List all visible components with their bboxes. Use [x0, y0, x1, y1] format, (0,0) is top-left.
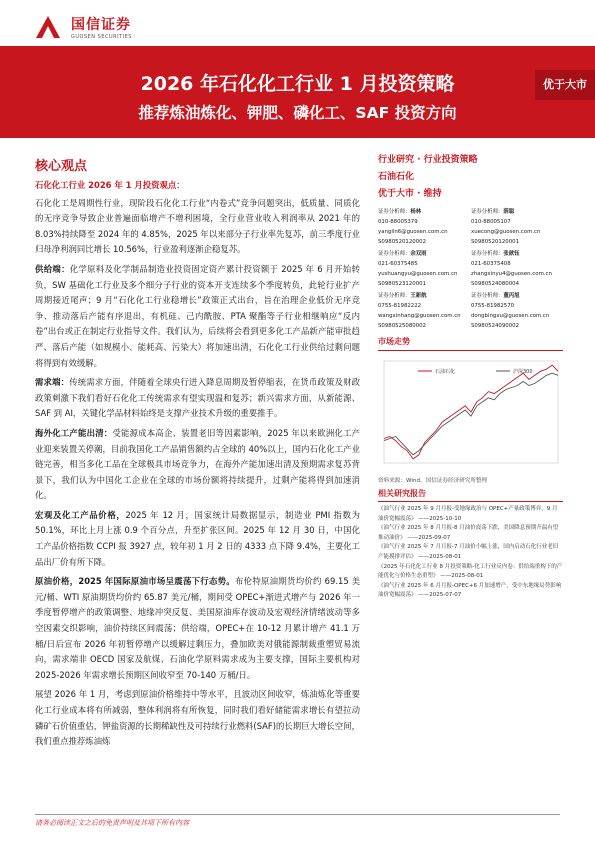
analyst-email[interactable]: xuecong@guosen.com.cn: [471, 229, 541, 235]
report-type: 行业研究 · 行业投资策略: [378, 155, 478, 165]
related-reports-title: 相关研究报告: [378, 489, 426, 498]
analyst-name: 薛聪: [503, 209, 515, 215]
analyst-email[interactable]: wangxinhang@guosen.com.cn: [378, 313, 461, 319]
paragraph-supply: [35, 262, 360, 371]
oil-text: 布伦特原油期货均价约 69.15 美元/桶、WTI 原油期货均价约 65.87 美元/桶，期间受 OPEC+渐进式增产与 2026 年一季度暂停增产的政策调整、地缘冲突反复、美国原油库存波动及宏观经济情绪波动等多空因素交织影响，油价持续区间震荡；供给端，OPEC+在 10-12 月累计增产 41.1 万桶/日后宣布 2026 年初暂停增产以缓解过剩压力，叠加欧美对俄能源制裁重塑贸易流向，需求端非 OECD 国家及航煤、石油化学原料需求成为主要支撑，国际主要机构对 2025-2026 年需求增长预期区间收窄至 70-140 万桶/日。: [35, 576, 360, 680]
analyst-license: S0980525080002: [378, 323, 427, 329]
analyst-email[interactable]: yanglin6@guosen.com.cn: [378, 229, 448, 235]
legend-label: 石油石化: [435, 369, 456, 375]
analyst-role: 证券分析师：: [378, 293, 411, 299]
analyst-name: 董丙旭: [503, 293, 520, 299]
guosen-logo-icon: [33, 12, 63, 42]
industry-name: 石油石化: [378, 172, 415, 182]
analyst-phone: 010-88005379: [378, 219, 418, 225]
investment-view-heading: 石化化工行业 2026 年 1 月投资观点：: [35, 180, 185, 190]
related-report-link[interactable]: 《2025 年石化化工行业 8 月投资策略-化工行业反内卷：供给端重构下的产能优化与价格生态重塑》 ——2025-08-01: [378, 563, 563, 580]
analyst-role: 证券分析师：: [471, 293, 504, 299]
supply-lead: 供给端：: [35, 263, 70, 274]
analyst-role: 证券分析师：: [471, 209, 504, 215]
paragraph-oil: [35, 574, 360, 683]
related-report-link[interactable]: 《油气行业 2025 年 9 月月报-受地缘政治与 OPEC+产量政策博弈，9 月油价宽幅震荡》 ——2025-10-10: [378, 506, 558, 522]
analyst-license: S0980520120001: [471, 239, 520, 245]
analyst-name: 张歆钰: [503, 251, 520, 257]
legend-label: 沪深300: [513, 369, 533, 375]
analyst-name: 余双雨: [410, 251, 427, 257]
analyst-name: 王新航: [410, 293, 427, 299]
analyst-role: 证券分析师：: [378, 209, 411, 215]
analyst-license: S0980523120001: [378, 281, 427, 287]
paragraph-demand: [35, 375, 360, 422]
analyst-card: [471, 207, 561, 247]
paragraph-cycle: 石化化工是周期性行业，现阶段石化化工行业“内卷式”竞争问题突出，低质量、同质化的无序竞争导致企业普遍面临增产不增利困境，全行业营业收入利润率从 2021 年的 8.03%持续降至 2024 年的 4.85%，2025 年以来部分子行业率先复苏，前三季度行业归母净利润同比增长 10.56%，行业盈利逐渐企稳复苏。: [35, 197, 360, 255]
company-logo: [33, 10, 183, 50]
analyst-license: S0980524090002: [471, 323, 520, 329]
analyst-license: S0980520120002: [378, 239, 427, 245]
series-line-2: [384, 373, 558, 455]
analyst-card: [378, 291, 468, 331]
paragraph-macro: [35, 508, 360, 570]
report-title: 2026 年石化化工行业 1 月投资策略: [140, 73, 455, 95]
rating-tag: 优于大市: [535, 70, 595, 100]
macro-text: 2025 年 12 月，国家统计局数据显示，制造业 PMI 指数为 50.1%，环比上月上涨 0.9 个百分点，升至扩张区间。2025 年 12 月 30 日，中国化工产品价格指数 CCPI 报 3927 点，较年初 1 月 2 日的 4333 点下降 9.4%，主要化工品出厂价有所下降。: [35, 509, 361, 567]
demand-text: 传统需求方面，伴随着全球央行进入降息周期及暂停缩表，在货币政策及财政政策刺激下我们看好石化化工传统需求有望实现温和复苏；新兴需求方面，从新能源、SAF 到 AI，关键化学品材料始终是支撑产业技术升级的重要推手。: [35, 377, 361, 419]
related-reports-list: [378, 505, 563, 601]
report-subtitle: 推荐炼油炼化、钾肥、磷化工、SAF 投资方向: [138, 104, 457, 122]
footer-divider: [35, 814, 560, 815]
overseas-text: 受能源成本高企、装置老旧等因素影响，2025 年以来欧洲化工产业迎来装置关停潮，目前我国化工产品销售额约占全球的 40%以上，国内石化化工产业链完善，相当多化工品在全球极具市场竞争力，在海外产能加速出清及预期需求复苏背景下，我们认为中国化工企业在全球的市场份额将持续提升，过剩产能将得到加速消化。: [35, 427, 360, 501]
market-trend-chart: [378, 353, 563, 468]
paragraph-overseas: [35, 426, 360, 504]
related-divider: [378, 501, 563, 502]
related-report-link[interactable]: 《油气行业 2025 年 6 月月报-OPEC+6 月加速增产，受中东地缘局势影响油价宽幅震荡》 ——2025-07-07: [378, 582, 562, 599]
related-report-link[interactable]: 《油气行业 2025 年 7 月月报-7 月油价小幅上涨，国内启动石化行业老旧产能摸排评估》 ——2025-08-01: [378, 544, 559, 560]
market-trend-title: 市场走势: [378, 337, 410, 346]
sidebar: [378, 152, 563, 203]
analyst-card: [471, 291, 561, 331]
paragraph-outlook: 展望 2026 年 1 月，考虑到原油价格维持中等水平，且波动区间收窄，炼油炼化等重要化工行业成本将有所减弱，整体利润将有所恢复，同时我们看好储能需求增长有望拉动磷矿石价值重估，钾盐资源的长期稀缺性及可持续行业燃料(SAF)的长期巨大增长空间，我们重点推荐炼油炼: [35, 689, 360, 747]
analyst-role: 证券分析师：: [378, 251, 411, 257]
industry-rating: 优于大市 · 维持: [378, 189, 442, 199]
analyst-role: 证券分析师：: [471, 251, 504, 257]
analyst-phone: 021-60375408: [471, 261, 511, 267]
demand-lead: 需求端：: [35, 377, 70, 388]
overseas-lead: 海外化工产能出清：: [35, 427, 113, 438]
logo-name-cn: 国信证券: [71, 17, 131, 33]
footer-disclaimer: 请务必阅读正文之后的免责声明及其项下所有内容: [35, 819, 189, 827]
analyst-email[interactable]: dongbingxu@guosen.com.cn: [471, 313, 550, 319]
related-report-link[interactable]: 《油气行业 2025 年 8 月月报-8 月油价震荡下跌，美国降息预期升温有望推动油价》 ——2025-09-07: [378, 525, 559, 541]
oil-lead: 原油价格，2025 年国际原油市场呈震荡下行态势。: [35, 576, 235, 587]
supply-text: 化学原料及化学制品制造业投资固定资产累计投资额于 2025 年 6 月开始转负，SW 基础化工行业及多个细分子行业的资本开支连续多个季度转负，此轮行业扩产周期接近尾声；9 月“石化化工行业稳增长”政策正式出台，旨在治理企业低价无序竞争、推动落后产能有序退出，有机硅、己内酰胺、PTA 聚酯等子行业相继响应“反内卷”出台或正在制定行业指导文件。我们认为，后续将会看到更多化工产品新产能审批趋严、落后产能（如规模小、能耗高、污染大）将加速出清，石化化工行业供给过剩问题将得到有效缓解。: [35, 263, 360, 368]
series-line-1: [384, 365, 558, 459]
analyst-email[interactable]: zhangxinyu4@guosen.com.cn: [471, 271, 552, 277]
analyst-phone: 0755-81982570: [471, 303, 515, 309]
analyst-phone: 021-60375485: [378, 261, 418, 267]
trend-divider: [378, 350, 563, 351]
analyst-name: 杨林: [410, 209, 422, 215]
macro-lead: 宏观及化工产品价格，: [35, 509, 126, 520]
chart-source: 资料来源：Wind、国信证券经济研究所整理: [378, 478, 488, 484]
analyst-license: S0980524080004: [471, 281, 520, 287]
analyst-card: [471, 249, 561, 289]
section-title-core-view: 核心观点: [35, 159, 88, 174]
title-banner: [0, 46, 595, 138]
analyst-phone: 0755-81982222: [378, 303, 422, 309]
logo-name-en: GUOSEN SECURITIES: [71, 34, 132, 40]
analyst-email[interactable]: yushuangyu@guosen.com.cn: [378, 271, 458, 277]
analyst-card: [378, 207, 468, 247]
analyst-phone: 010-88005107: [471, 219, 511, 225]
analyst-card: [378, 249, 468, 289]
main-column: [35, 178, 360, 754]
